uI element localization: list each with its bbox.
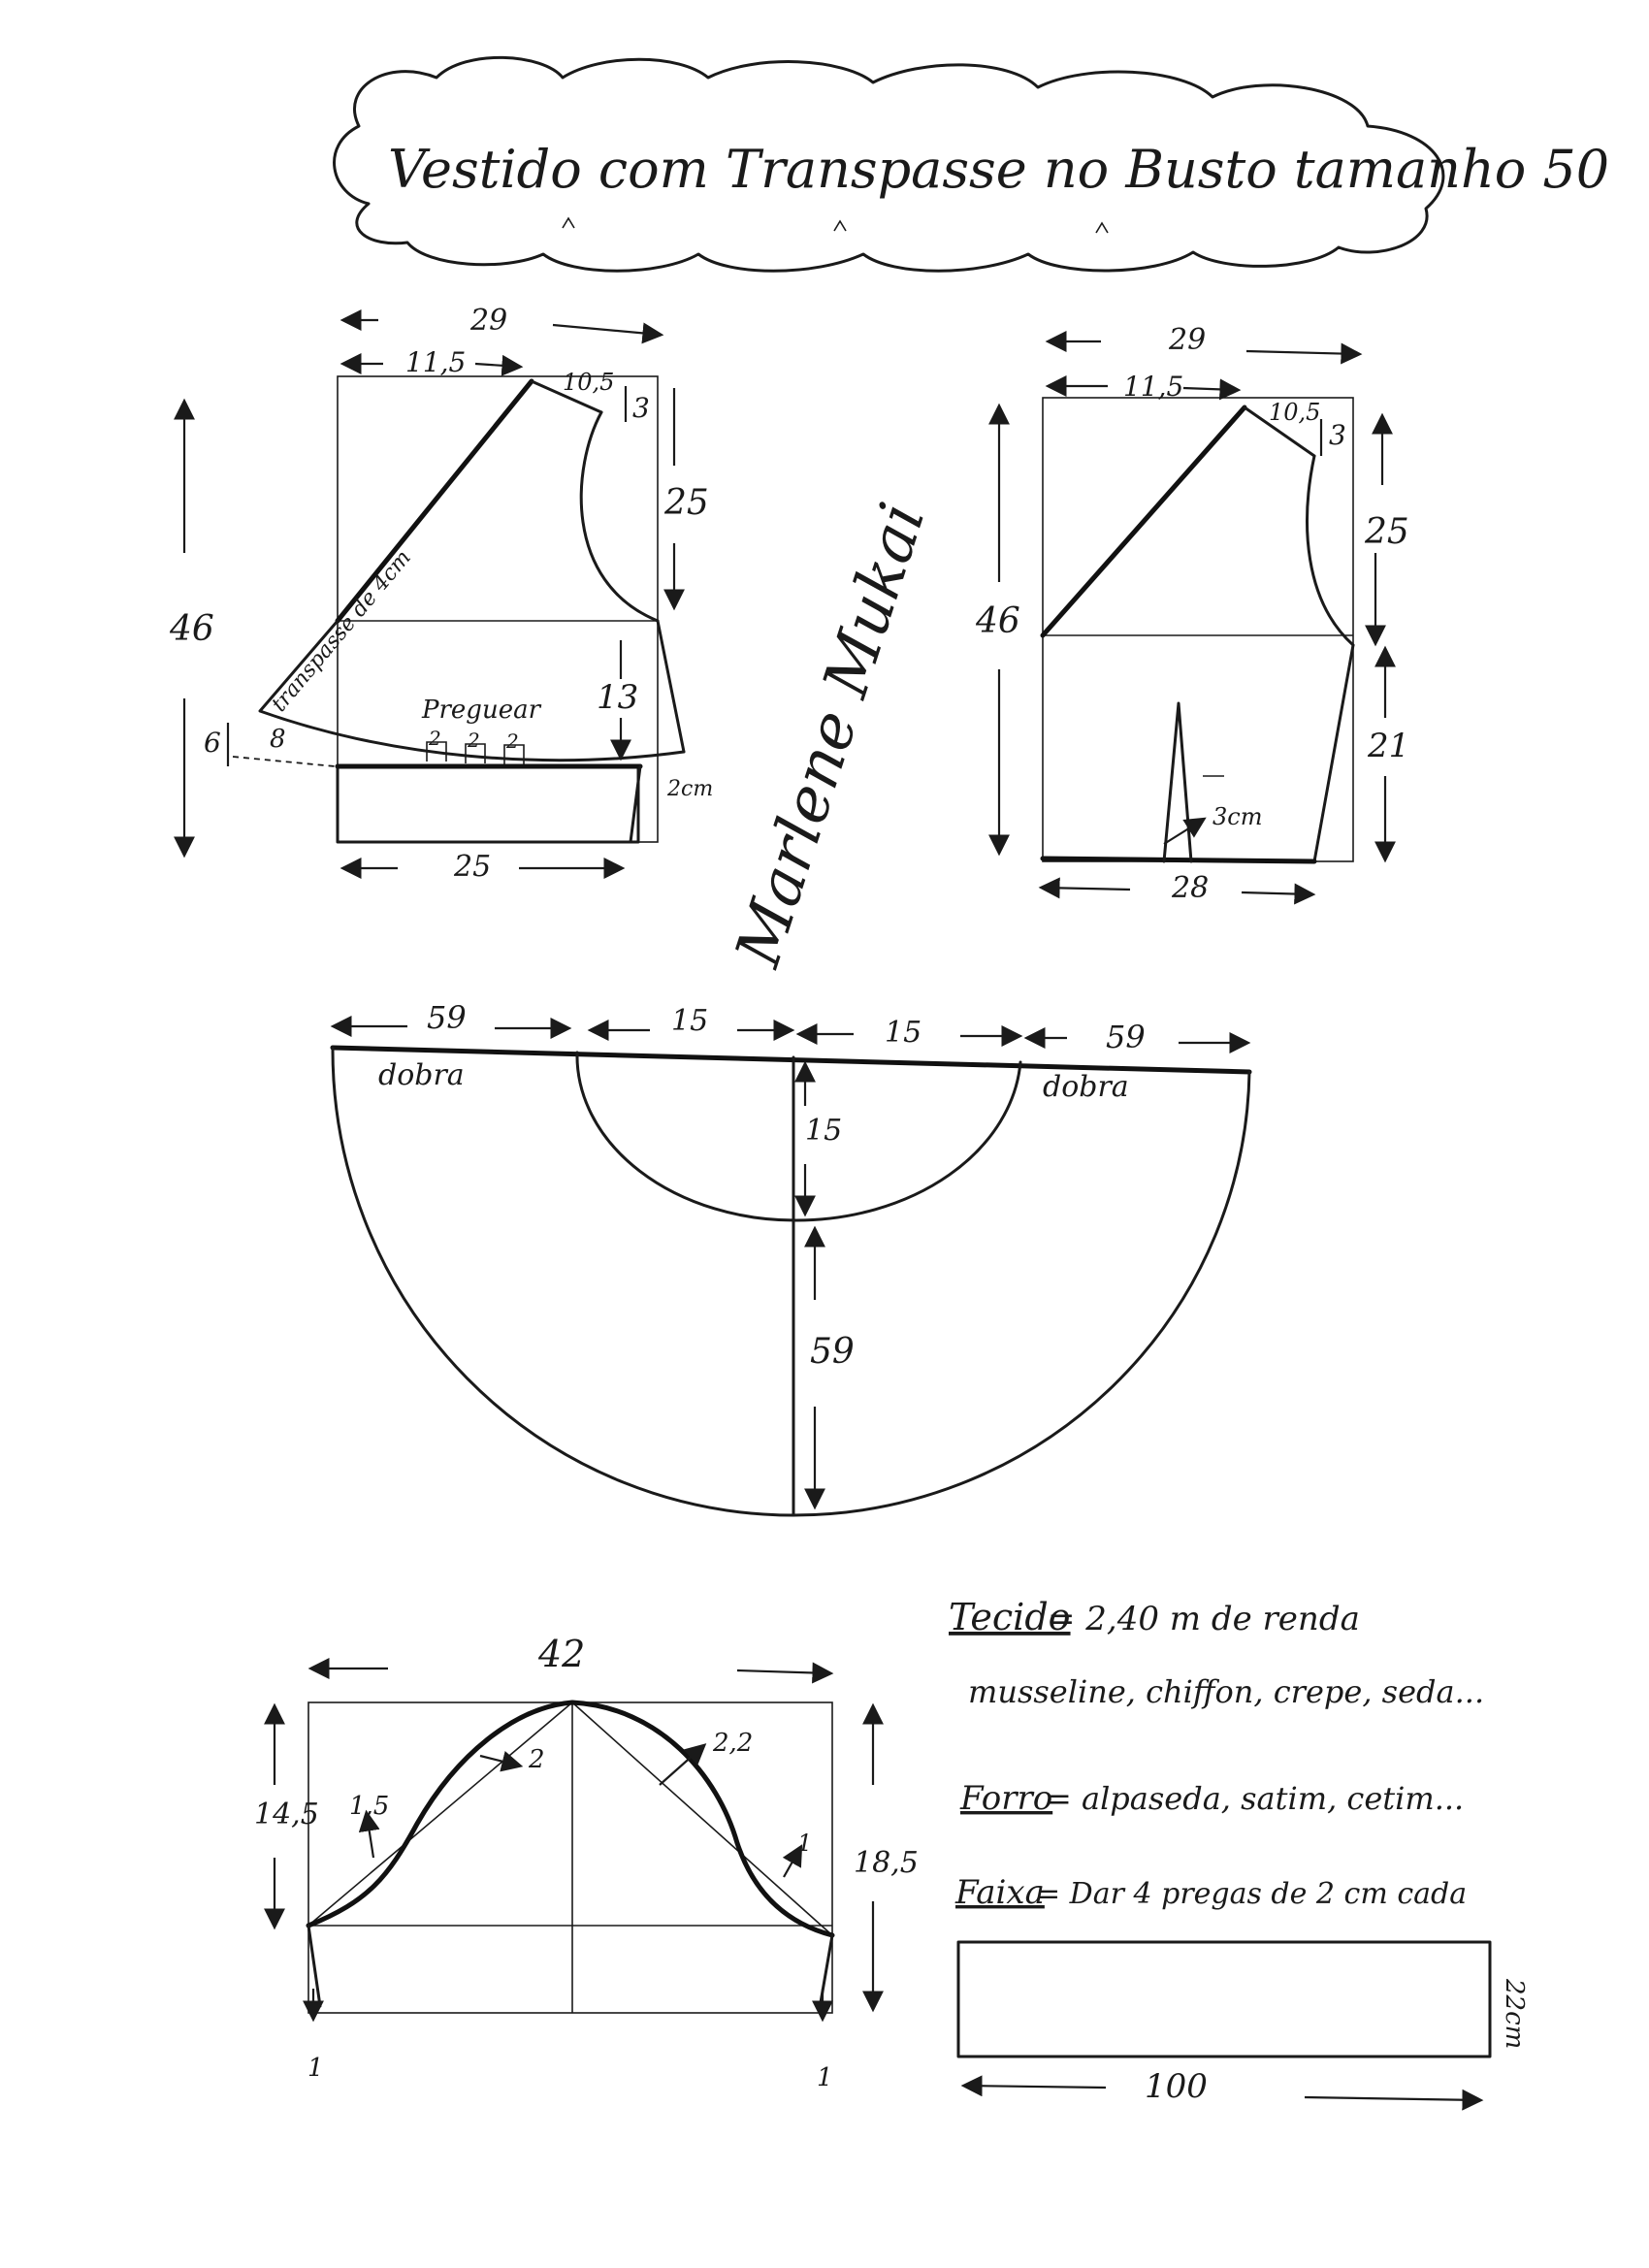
sleeve-cap-left: 14,5 (254, 1798, 319, 1831)
back-total-height: 46 (976, 601, 1020, 641)
title-cloud (335, 57, 1610, 271)
signature-text: Marlene Mukai (722, 495, 940, 975)
skirt-fold-left: dobra (378, 1058, 465, 1092)
front-pleat-1: 2 (429, 727, 441, 750)
skirt-inner-left: 15 (671, 1004, 709, 1038)
skirt-outer-left: 59 (427, 999, 467, 1036)
skirt-fold-right: dobra (1043, 1070, 1129, 1104)
front-dart-left-2: 8 (270, 725, 286, 754)
sleeve-pattern (254, 1633, 919, 2092)
sash-pattern (958, 1942, 1529, 2106)
front-dart-left: 6 (204, 727, 221, 759)
sleeve-curve-3: 2,2 (713, 1729, 754, 1758)
back-width-top: 29 (1169, 323, 1207, 357)
skirt-length: 59 (810, 1332, 855, 1372)
lining-text: = alpaseda, satim, cetim... (1046, 1780, 1465, 1817)
front-shoulder-drop: 3 (632, 392, 650, 424)
sleeve-cap-right: 18,5 (854, 1846, 919, 1880)
sleeve-hem-right: 1 (817, 2063, 833, 2092)
back-side-height: 21 (1368, 727, 1410, 765)
back-waist-width: 28 (1172, 871, 1210, 905)
fabric-notes (949, 1596, 1484, 1912)
front-total-height: 46 (170, 609, 214, 649)
sleeve-curve-1: 1,5 (349, 1792, 390, 1821)
front-side-extension: 2cm (667, 777, 714, 801)
sleeve-hem-left: 1 (307, 2054, 324, 2083)
fabric-text-2: musseline, chiffon, crepe, seda... (968, 1673, 1485, 1710)
sleeve-curve-4: 1 (797, 1830, 813, 1857)
sash-text: = Dar 4 pregas de 2 cm cada (1036, 1877, 1468, 1911)
front-overlap-label: transpasse de 4cm (267, 545, 416, 717)
front-side-height: 13 (597, 678, 639, 717)
designer-signature (723, 495, 940, 976)
front-shoulder-offset: 11,5 (405, 346, 467, 378)
sash-label: Faixa (955, 1873, 1045, 1912)
front-armhole-height: 25 (664, 483, 709, 523)
front-pleat-2: 2 (468, 729, 480, 752)
front-waist-width: 25 (454, 850, 492, 884)
front-pleat-3: 2 (506, 729, 519, 753)
back-bodice-pattern (975, 323, 1409, 905)
back-shoulder-width: 10,5 (1269, 399, 1321, 426)
sleeve-curve-2: 2 (529, 1745, 545, 1774)
fabric-text: = 2,40 m de renda (1048, 1600, 1360, 1638)
page-title: Vestido com Transpasse no Busto tamanho 50 (388, 139, 1610, 200)
fabric-label: Tecido (949, 1596, 1071, 1638)
back-shoulder-offset: 11,5 (1123, 371, 1184, 403)
sash-height: 22cm (1500, 1979, 1529, 2050)
skirt-outer-right: 59 (1106, 1019, 1146, 1055)
front-width-top: 29 (470, 304, 508, 338)
front-bodice-pattern (169, 304, 713, 884)
back-armhole-height: 25 (1365, 512, 1409, 552)
sash-length: 100 (1145, 2067, 1208, 2106)
skirt-pattern (333, 999, 1249, 1515)
sleeve-width: 42 (538, 1633, 586, 1675)
front-shoulder-width: 10,5 (563, 369, 615, 396)
skirt-inner-radius: 15 (805, 1114, 843, 1148)
front-pleat-label: Preguear (422, 696, 541, 725)
back-shoulder-drop: 3 (1329, 419, 1346, 451)
back-dart-width: 3cm (1212, 803, 1263, 830)
skirt-inner-right: 15 (885, 1016, 922, 1050)
lining-label: Forro (960, 1779, 1053, 1818)
